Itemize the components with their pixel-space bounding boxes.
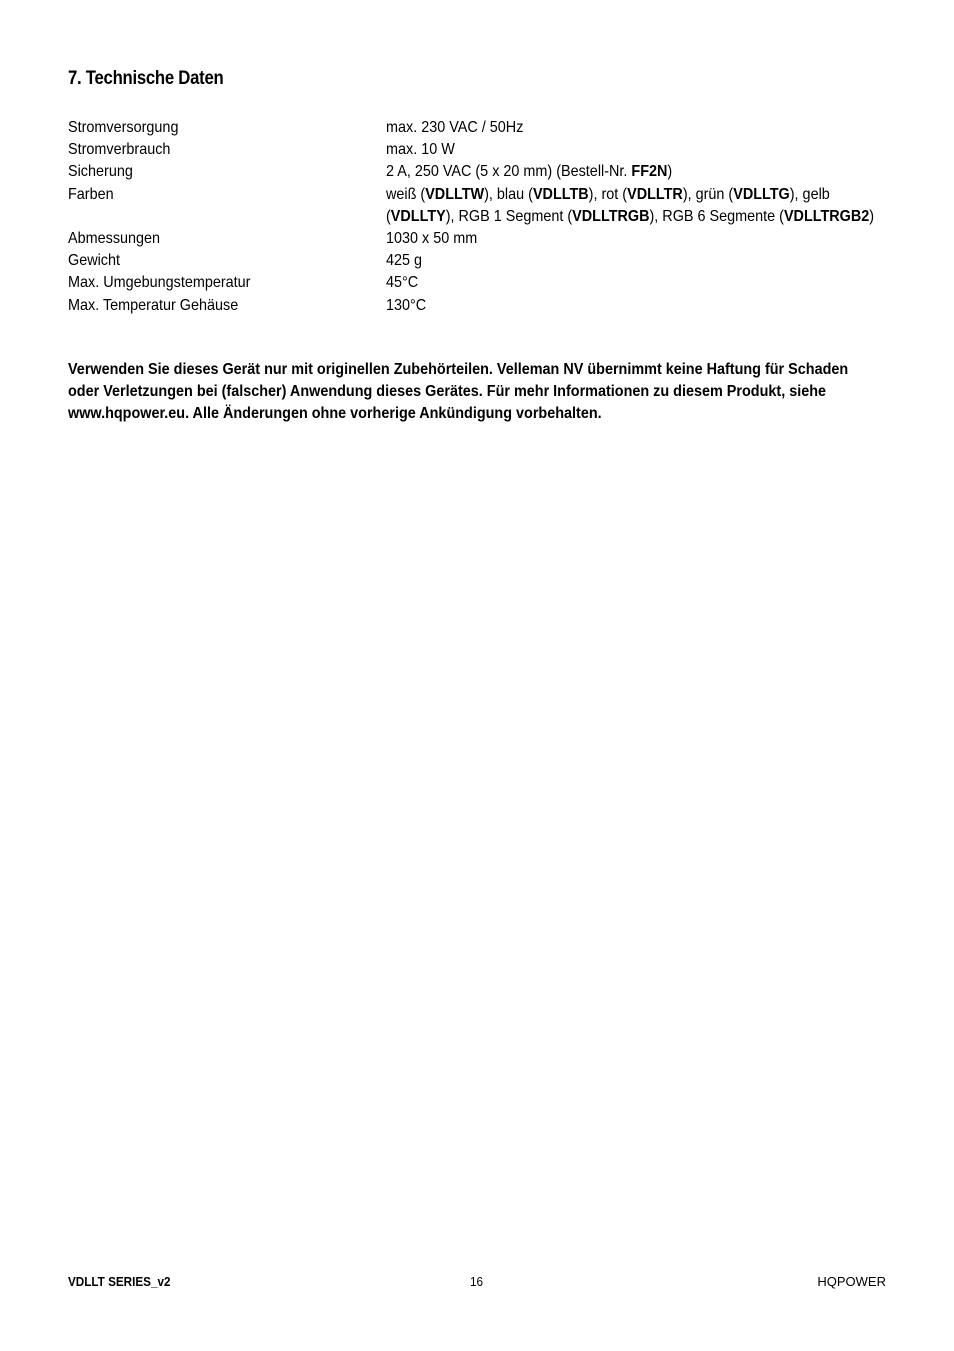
color-code: VDLLTRGB2 [783, 207, 870, 225]
spec-label: Farben [68, 185, 114, 203]
color-sep: ), [789, 185, 803, 203]
spec-value [386, 184, 898, 228]
color-code: VDLLTY [390, 207, 446, 225]
spec-value: 425 g [386, 252, 423, 270]
spec-label: Stromverbrauch [68, 141, 171, 159]
color-name: blau ( [496, 185, 533, 203]
spec-label: Max. Umgebungstemperatur [68, 274, 251, 292]
fuse-text-end: ) [667, 163, 673, 181]
spec-value: max. 230 VAC / 50Hz [386, 119, 524, 136]
spec-row-power-supply [68, 117, 898, 139]
color-name: RGB 1 Segment ( [458, 207, 573, 225]
spec-value [386, 161, 898, 183]
spec-label: Stromversorgung [68, 119, 179, 136]
footer-document-id: VDLLT SERIES_v2 [68, 1274, 171, 1289]
color-code: VDLLTW [425, 185, 485, 203]
disclaimer-notice: Verwenden Sie dieses Gerät nur mit originellen Zubehörteilen. Velleman NV übernimmt keine Haftung für Schaden oder Verletzungen bei (falscher) Anwendung dieses Gerätes. Für mehr Informationen zu diesem Produkt, siehe www.hqpower.eu. Alle Änderungen ohne vorherige Ankündigung vorbehalten. [68, 361, 849, 422]
color-name: gelb ( [386, 185, 830, 225]
spec-label: Gewicht [68, 252, 121, 270]
spec-row-dimensions [68, 228, 898, 250]
color-name: weiß ( [386, 185, 426, 203]
spec-value: 130°C [386, 296, 427, 314]
color-name: rot ( [601, 185, 628, 203]
color-name: RGB 6 Segmente ( [662, 207, 784, 225]
color-sep: ), [588, 185, 602, 203]
section-heading: 7. Technische Daten [68, 68, 224, 89]
spec-row-housing-temperature [68, 295, 898, 317]
spec-row-power-consumption [68, 139, 898, 161]
spec-row-ambient-temperature [68, 272, 898, 294]
color-sep: ) [869, 207, 875, 225]
color-name: grün ( [695, 185, 734, 203]
spec-label: Abmessungen [68, 230, 161, 248]
spec-label: Max. Temperatur Gehäuse [68, 296, 239, 314]
spec-value: max. 10 W [386, 141, 455, 159]
color-sep: ), [445, 207, 459, 225]
color-code: VDLLTRGB [572, 207, 650, 225]
color-sep: ), [649, 207, 663, 225]
fuse-order-number: FF2N [631, 163, 668, 181]
spec-value: 45°C [386, 274, 419, 292]
color-code: VDLLTB [532, 185, 589, 203]
spec-table [68, 117, 898, 317]
color-sep: ), [484, 185, 497, 203]
color-code: VDLLTR [627, 185, 683, 203]
spec-row-colors [68, 184, 898, 228]
color-sep: ), [682, 185, 696, 203]
spec-value: 1030 x 50 mm [386, 230, 478, 248]
footer-brand: HQPOWER [817, 1274, 886, 1289]
spec-label: Sicherung [68, 163, 133, 181]
spec-row-fuse [68, 161, 898, 183]
color-code: VDLLTG [733, 185, 790, 203]
fuse-text: 2 A, 250 VAC (5 x 20 mm) (Bestell-Nr. [386, 163, 632, 181]
spec-row-weight [68, 250, 898, 272]
footer-page-number: 16 [470, 1274, 484, 1289]
